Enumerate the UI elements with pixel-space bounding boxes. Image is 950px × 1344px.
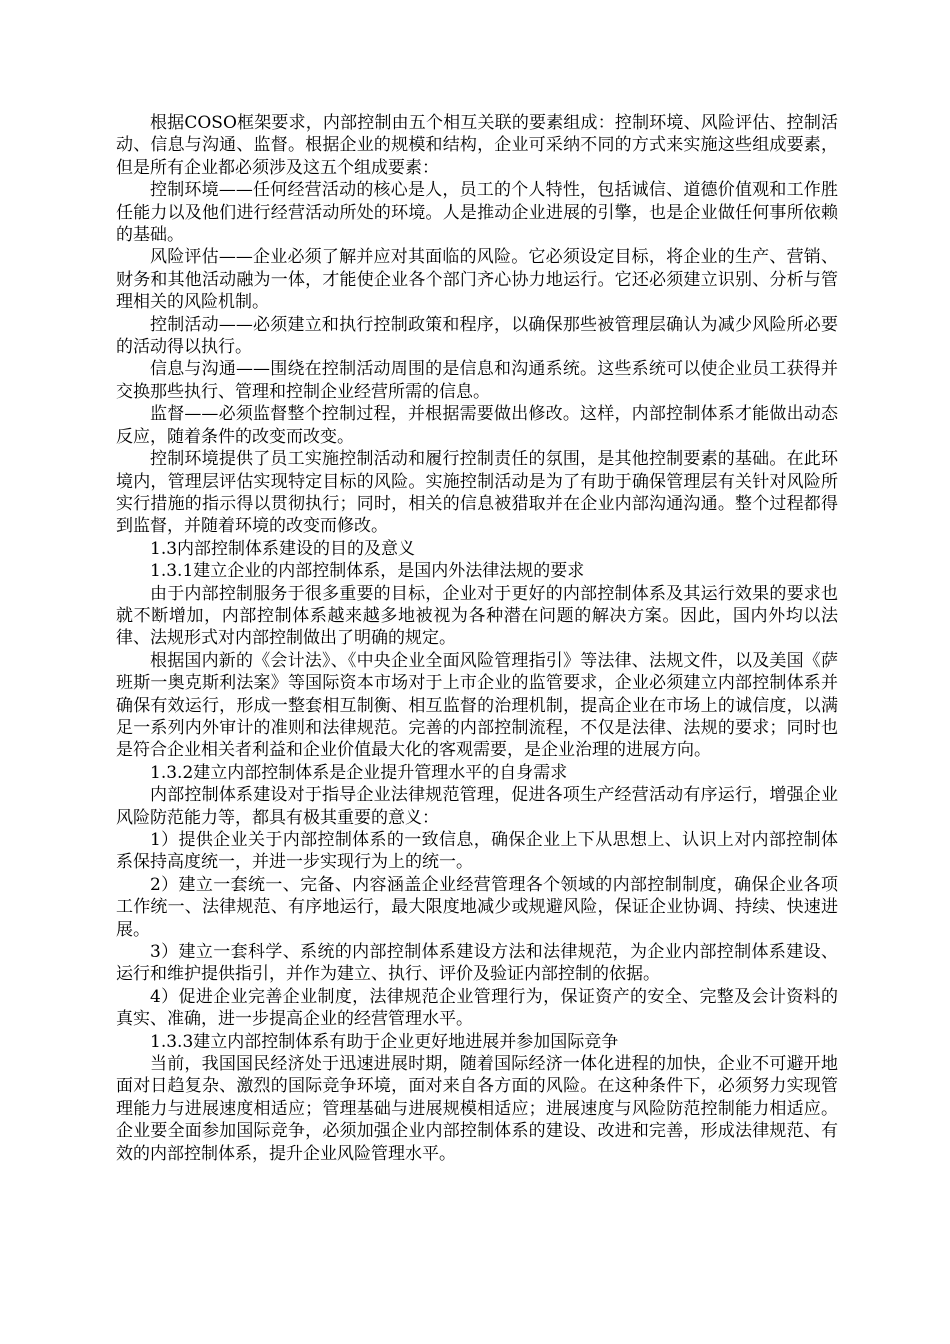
list-item-3: 3）建立一套科学、系统的内部控制体系建设方法和法律规范，为企业内部控制体系建设、运行和维护提供指引，并作为建立、执行、评价及验证内部控制的依据。	[116, 942, 838, 985]
paragraph-legal-requirement: 由于内部控制服务于很多重要的目标，企业对于更好的内部控制体系及其运行效果的要求也就不断增加，内部控制体系越来越多地被视为各种潜在问题的解决方案。因此，国内外均以法律、法规形式对内部控制做出了明确的规定。	[116, 583, 838, 649]
paragraph-coso-intro: 根据COSO框架要求，内部控制由五个相互关联的要素组成：控制环境、风险评估、控制活动、信息与沟通、监督。根据企业的规模和结构，企业可采纳不同的方式来实施这些组成要素，但是所有企业都必须涉及这五个组成要素：	[116, 113, 838, 178]
paragraph-information-communication: 信息与沟通——围绕在控制活动周围的是信息和沟通系统。这些系统可以使企业员工获得并交换那些执行、管理和控制企业经营所需的信息。	[116, 359, 838, 402]
section-heading-1-3-1: 1.3.1建立企业的内部控制体系，是国内外法律法规的要求	[150, 561, 585, 582]
paragraph-control-activities: 控制活动——必须建立和执行控制政策和程序，以确保那些被管理层确认为减少风险所必要的活动得以执行。	[116, 314, 838, 358]
paragraph-control-summary: 控制环境提供了员工实施控制活动和履行控制责任的氛围，是其他控制要素的基础。在此环境内，管理层评估实现特定目标的风险。实施控制活动是为了有助于确保管理层有关针对风险所实行措施的指示得以贯彻执行；同时，相关的信息被猎取并在企业内部沟通沟通。整个过程都得到监督，并随着环境的改变而修改。	[116, 449, 838, 537]
paragraph-control-environment: 控制环境——任何经营活动的核心是人，员工的个人特性，包括诚信、道德价值观和工作胜任能力以及他们进行经营活动所处的环境。人是推动企业进展的引擎，也是企业做任何事所依赖的基础。	[116, 180, 838, 246]
paragraph-risk-assessment: 风险评估——企业必须了解并应对其面临的风险。它必须设定目标，将企业的生产、营销、财务和其他活动融为一体，才能使企业各个部门齐心协力地运行。它还必须建立识别、分析与管理相关的风险机制。	[116, 247, 838, 313]
paragraph-management-need: 内部控制体系建设对于指导企业法律规范管理，促进各项生产经营活动有序运行，增强企业风险防范能力等，都具有极其重要的意义：	[116, 785, 838, 828]
list-item-2: 2）建立一套统一、完备、内容涵盖企业经营管理各个领域的内部控制制度，确保企业各项工作统一、法律规范、有序地运行，最大限度地减少或规避风险，保证企业协调、持续、快速进展。	[116, 874, 838, 940]
paragraph-international-competition: 当前，我国国民经济处于迅速进展时期，随着国际经济一体化进程的加快，企业不可避开地面对日趋复杂、激烈的国际竞争环境，面对来自各方面的风险。在这种条件下，必须努力实现管理能力与进展速度相适应；管理基础与进展规模相适应；进展速度与风险防范控制能力相适应。企业要全面参加国际竞争，必须加强企业内部控制体系的建设、改进和完善，形成法律规范、有效的内部控制体系，提升企业风险管理水平。	[116, 1054, 838, 1164]
section-heading-1-3: 1.3内部控制体系建设的目的及意义	[150, 538, 416, 559]
document-body	[116, 112, 838, 1165]
section-heading-1-3-3: 1.3.3建立内部控制体系有助于企业更好地进展并参加国际竞争	[150, 1031, 619, 1052]
list-item-1: 1）提供企业关于内部控制体系的一致信息，确保企业上下从思想上、认识上对内部控制体系保持高度统一，并进一步实现行为上的统一。	[116, 830, 838, 873]
section-heading-1-3-2: 1.3.2建立内部控制体系是企业提升管理水平的自身需求	[150, 762, 568, 783]
list-item-4: 4）促进企业完善企业制度，法律规范企业管理行为，保证资产的安全、完整及会计资料的真实、准确，进一步提高企业的经营管理水平。	[116, 986, 838, 1030]
paragraph-monitoring: 监督——必须监督整个控制过程，并根据需要做出修改。这样，内部控制体系才能做出动态反应，随着条件的改变而改变。	[116, 404, 838, 447]
paragraph-regulations: 根据国内新的《会计法》、《中央企业全面风险管理指引》等法律、法规文件，以及美国《萨班斯一奥克斯利法案》等国际资本市场对于上市企业的监管要求，企业必须建立内部控制体系并确保有效运行，形成一整套相互制衡、相互监督的治理机制，提高企业在市场上的诚信度，以满足一系列内外审计的准则和法律规范。完善的内部控制流程，不仅是法律、法规的要求；同时也是符合企业相关者利益和企业价值最大化的客观需要，是企业治理的进展方向。	[116, 650, 838, 761]
